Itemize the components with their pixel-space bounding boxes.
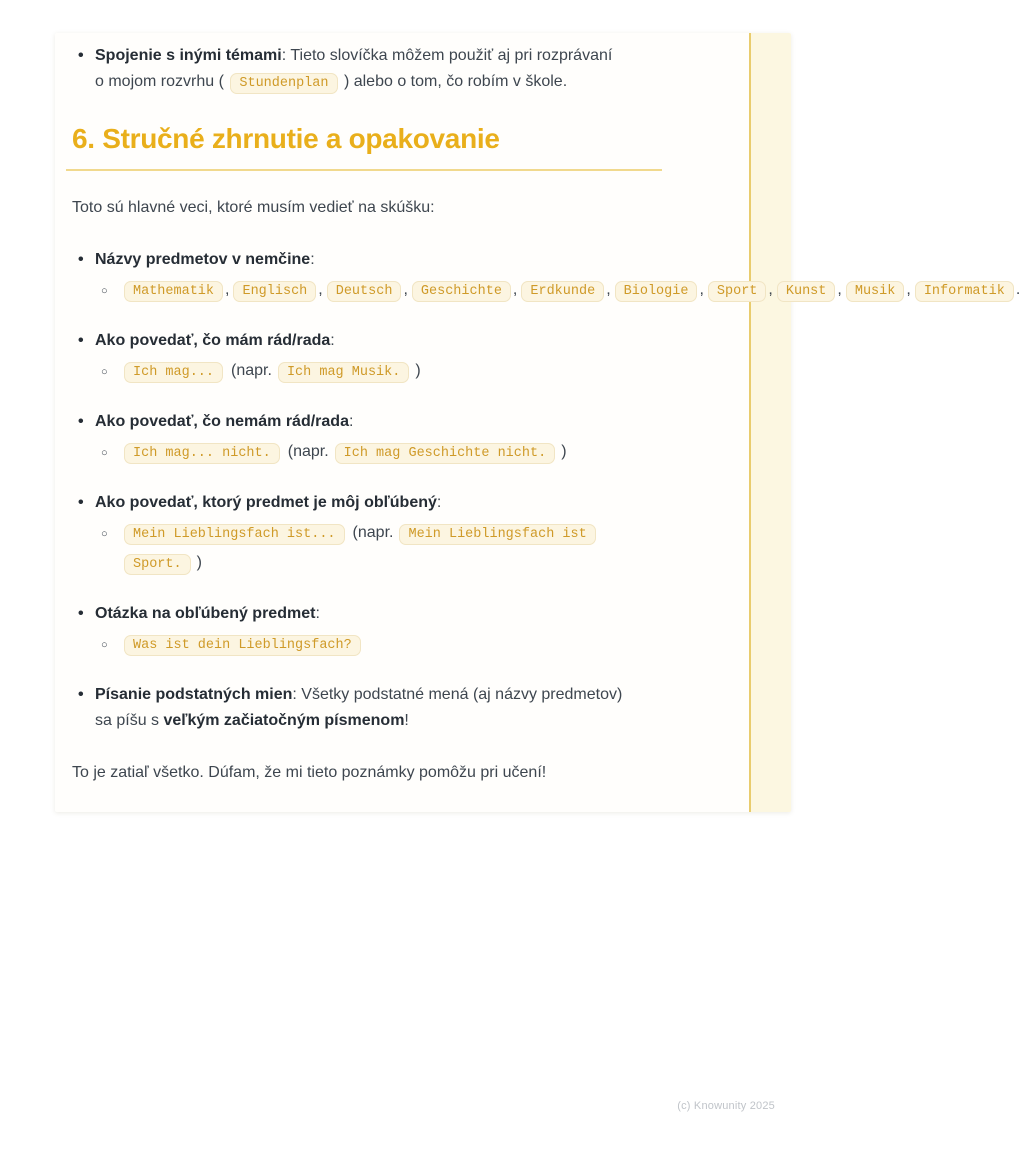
code-chip: Kunst <box>777 281 836 302</box>
intro-paragraph: Toto sú hlavné veci, ktoré musím vedieť na skúšku: <box>72 199 435 216</box>
example-suffix: ) <box>415 362 421 379</box>
bullet-colon: : <box>330 332 335 349</box>
sub-item-favorite <box>122 519 632 579</box>
code-chip: Was ist dein Lieblingsfach? <box>124 635 361 656</box>
example-suffix: ) <box>196 554 202 571</box>
chip-separator: , <box>225 281 230 298</box>
copyright-footer: (c) Knowunity 2025 <box>677 1100 775 1112</box>
chip-separator: , <box>606 281 611 298</box>
notes-content <box>55 43 1021 786</box>
bullet-text: : Všetky podstatné mená (aj názvy predmetov) sa píšu s <box>95 686 623 729</box>
chip-separator: . <box>1015 281 1021 298</box>
code-chip: Ich mag... nicht. <box>124 443 280 464</box>
bullet-text: : Tieto slovíčka môžem použiť aj pri rozprávaní o mojom rozvrhu ( <box>95 47 613 90</box>
example-suffix: ) <box>561 443 567 460</box>
closing-paragraph: To je zatiaľ všetko. Dúfam, že mi tieto poznámky pomôžu pri učení! <box>72 764 547 781</box>
example-prefix: (napr. <box>352 524 394 541</box>
bullet-item-subjects <box>72 247 1021 306</box>
code-chip: Ich mag... <box>124 362 223 383</box>
summary-bullet-list <box>72 247 1021 734</box>
bullet-item-favorite <box>72 490 625 579</box>
bullet-item-like <box>72 328 625 387</box>
bullet-item-connection <box>72 43 625 97</box>
heading-underline <box>66 169 662 171</box>
section-heading: 6. Stručné zhrnutie a opakovanie <box>72 123 500 154</box>
bullet-colon: : <box>436 494 442 511</box>
bullet-bold-label: Otázka na obľúbený predmet <box>95 605 316 622</box>
code-chip: Ich mag Geschichte nicht. <box>335 443 556 464</box>
bullet-text: ) alebo o tom, čo robím v škole. <box>339 73 568 90</box>
bullet-text: ! <box>404 712 409 729</box>
bullet-item-question <box>72 601 625 660</box>
bullet-bold-emphasis: veľkým začiatočným písmenom <box>163 712 405 729</box>
sub-item-question <box>122 630 632 660</box>
bullet-bold-label: Názvy predmetov v nemčine <box>95 251 311 268</box>
top-bullet-list <box>72 43 692 97</box>
bullet-item-dislike <box>72 409 625 468</box>
sub-item-subject-chips <box>122 276 1021 306</box>
chip-separator: , <box>512 281 518 298</box>
bullet-colon: : <box>310 251 315 268</box>
code-chip: Sport <box>708 281 767 302</box>
bullet-bold-label: Písanie podstatných mien <box>95 686 293 703</box>
code-chip: Deutsch <box>327 281 402 302</box>
chip-separator: , <box>906 281 911 298</box>
decorative-right-margin <box>749 33 791 812</box>
bullet-colon: : <box>315 605 320 622</box>
code-chip: Ich mag Musik. <box>278 362 409 383</box>
code-chip: Englisch <box>233 281 316 302</box>
code-chip: Informatik <box>915 281 1014 302</box>
bullet-bold-label: Ako povedať, ktorý predmet je môj obľúbený <box>95 494 437 511</box>
chip-separator: , <box>699 281 704 298</box>
bullet-colon: : <box>348 413 354 430</box>
chip-separator: , <box>837 281 842 298</box>
sub-item-dislike <box>122 438 632 468</box>
example-prefix: (napr. <box>231 362 272 379</box>
chip-separator: , <box>403 281 408 298</box>
code-chip: Biologie <box>615 281 698 302</box>
code-chip: Musik <box>846 281 905 302</box>
bullet-bold-label: Ako povedať, čo mám rád/rada <box>95 332 331 349</box>
bullet-bold-label: Spojenie s inými témami <box>95 47 282 64</box>
bullet-bold-label: Ako povedať, čo nemám rád/rada <box>95 413 349 430</box>
example-prefix: (napr. <box>287 443 329 460</box>
code-chip: Stundenplan <box>230 73 337 94</box>
code-chip: Erdkunde <box>521 281 604 302</box>
code-chip: Mathematik <box>124 281 223 302</box>
code-chip: Mein Lieblingsfach ist... <box>124 524 345 545</box>
chip-separator: , <box>768 281 773 298</box>
bullet-item-capitalization <box>72 682 625 734</box>
code-chip: Geschichte <box>412 281 511 302</box>
sub-item-like <box>122 357 632 387</box>
chip-separator: , <box>318 281 323 298</box>
notes-sheet <box>55 33 1021 812</box>
code-chip: Mein Lieblingsfach ist Sport. <box>124 524 596 575</box>
